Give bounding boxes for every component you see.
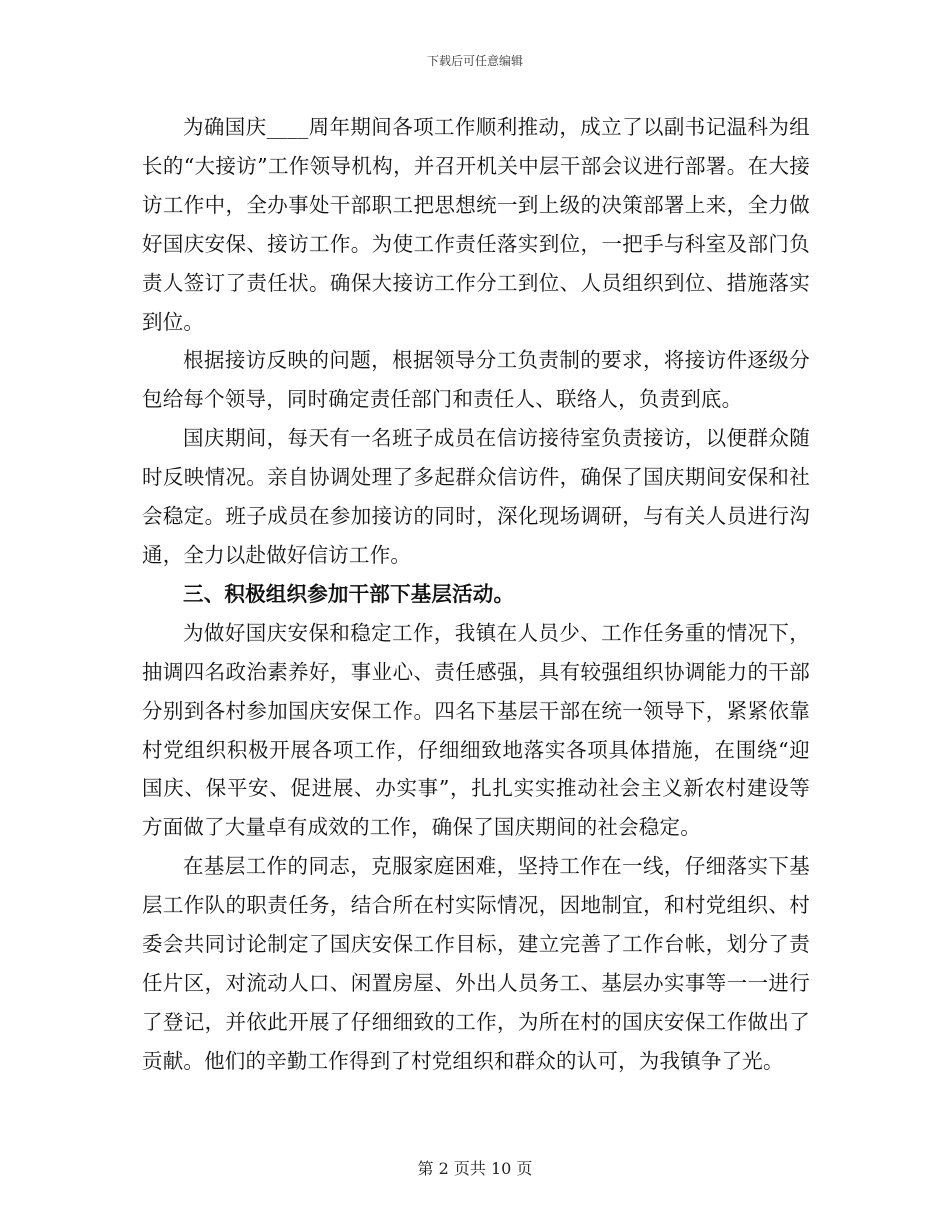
page-footer: 第 2 页共 10 页 xyxy=(417,1159,533,1178)
paragraph-daily-reception: 国庆期间，每天有一名班子成员在信访接待室负责接访，以便群众随时反映情况。亲自协调处理了多起群众信访件，确保了国庆期间安保和社会稳定。班子成员在参加接访的同时，深化现场调研，与有关人员进行沟通，全力以赴做好信访工作。 xyxy=(142,426,810,567)
paragraph-intro: 为确国庆____周年期间各项工作顺利推动，成立了以副书记温科为组长的“大接访”工作领导机构，并召开机关中层干部会议进行部署。在大接访工作中，全办事处干部职工把思想统一到上级的决策部署上来，全力做好国庆安保、接访工作。为使工作责任落实到位，一把手与科室及部门负责人签订了责任状。确保大接访工作分工到位、人员组织到位、措施落实到位。 xyxy=(142,115,810,334)
page-header: 下载后可任意编辑 xyxy=(426,54,523,68)
paragraph-cadre-dispatch: 为做好国庆安保和稳定工作，我镇在人员少、工作任务重的情况下，抽调四名政治素养好，事业心、责任感强，具有较强组织协调能力的干部分别到各村参加国庆安保工作。四名下基层干部在统一领导下，紧紧依靠村党组织积极开展各项工作，仔细细致地落实各项具体措施，在围绕“迎国庆、保平安、促进展、办实事”，扎扎实实推动社会主义新农村建设等方面做了大量卓有成效的工作，确保了国庆期间的社会稳定。 xyxy=(142,620,810,840)
paragraph-petition-assignment: 根据接访反映的问题，根据领导分工负责制的要求，将接访件逐级分包给每个领导，同时确定责任部门和责任人、联络人，负责到底。 xyxy=(142,348,810,412)
paragraph-grassroots-work: 在基层工作的同志，克服家庭困难，坚持工作在一线，仔细落实下基层工作队的职责任务，结合所在村实际情况，因地制宜，和村党组织、村委会共同讨论制定了国庆安保工作目标，建立完善了工作台帐，划分了责任片区，对流动人口、闲置房屋、外出人员务工、基层办实事等一一进行了登记，并依此开展了仔细细致的工作，为所在村的国庆安保工作做出了贡献。他们的辛勤工作得到了村党组织和群众的认可，为我镇争了光。 xyxy=(142,854,810,1073)
section-heading-3: 三、积极组织参加干部下基层活动。 xyxy=(183,581,515,606)
document-body xyxy=(142,108,810,1081)
